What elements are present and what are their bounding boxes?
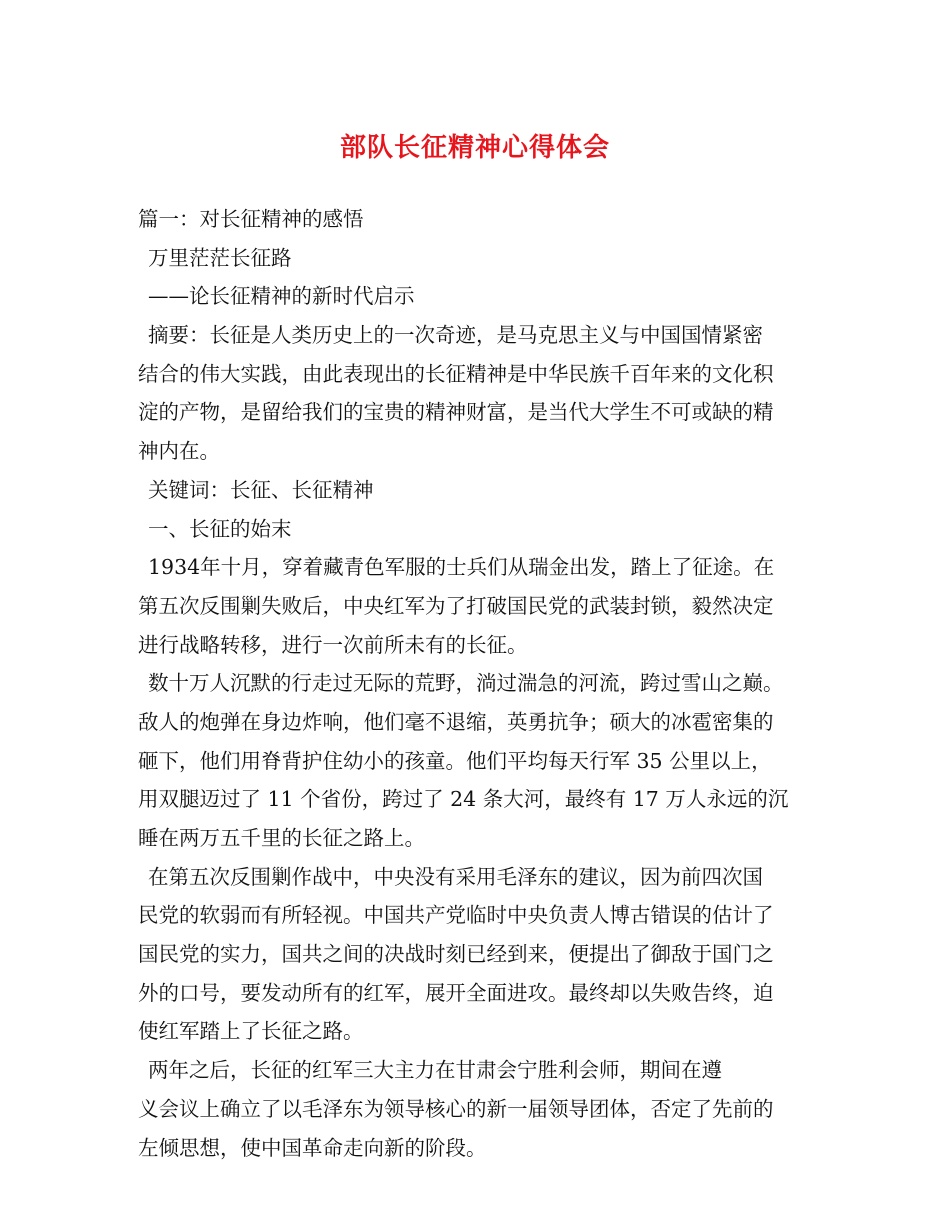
document-title: 部队长征精神心得体会 — [339, 133, 610, 163]
document-body — [138, 200, 818, 1167]
chapter-heading: 篇一：对长征精神的感悟 — [138, 207, 364, 231]
section-heading: 一、长征的始末 — [148, 516, 292, 541]
abstract-line: 结合的伟大实践，由此表现出的长征精神是中华民族千百年来的文化积 — [138, 361, 774, 386]
paragraph-line: 进行战略转移，进行一次前所未有的长征。 — [138, 632, 528, 657]
paragraph-line: 国民党的实力，国共之间的决战时刻已经到来，便提出了御敌于国门之 — [138, 942, 774, 967]
paragraph-line: 使红军踏上了长征之路。 — [138, 1019, 364, 1044]
paragraph-line: 义会议上确立了以毛泽东为领导核心的新一届领导团体，否定了先前的 — [138, 1096, 774, 1121]
paragraph-line: 砸下，他们用脊背护住幼小的孩童。他们平均每天行军 35 公里以上， — [138, 748, 772, 773]
paragraph-line: 两年之后，长征的红军三大主力在甘肃会宁胜利会师，期间在遵 — [148, 1058, 722, 1083]
paragraph-line: 数十万人沉默的行走过无际的荒野，淌过湍急的河流，跨过雪山之巅。 — [148, 671, 784, 696]
paragraph-line: 外的口号，要发动所有的红军，展开全面进攻。最终却以失败告终，迫 — [138, 980, 774, 1005]
paragraph-line: 左倾思想，使中国革命走向新的阶段。 — [138, 1135, 487, 1160]
paragraph-line: 1934年十月，穿着藏青色军服的士兵们从瑞金出发，踏上了征途。在 — [148, 555, 775, 580]
essay-title: 万里茫茫长征路 — [148, 245, 292, 270]
keywords-line: 关键词：长征、长征精神 — [148, 477, 374, 502]
abstract-line: 摘要：长征是人类历史上的一次奇迹，是马克思主义与中国国情紧密 — [148, 323, 763, 348]
essay-subtitle: ——论长征精神的新时代启示 — [148, 284, 415, 309]
paragraph-line: 第五次反围剿失败后，中央红军为了打破国民党的武装封锁，毅然决定 — [138, 593, 774, 618]
paragraph-line: 民党的软弱而有所轻视。中国共产党临时中央负责人博古错误的估计了 — [138, 903, 774, 928]
abstract-line: 神内在。 — [138, 439, 220, 464]
paragraph-line: 用双腿迈过了 11 个省份，跨过了 24 条大河，最终有 17 万人永远的沉 — [138, 787, 789, 812]
abstract-line: 淀的产物，是留给我们的宝贵的精神财富，是当代大学生不可或缺的精 — [138, 400, 774, 425]
paragraph-line: 睡在两万五千里的长征之路上。 — [138, 826, 425, 850]
paragraph-line: 在第五次反围剿作战中，中央没有采用毛泽东的建议，因为前四次国 — [148, 864, 763, 889]
paragraph-line: 敌人的炮弹在身边炸响，他们毫不退缩，英勇抗争；硕大的冰雹密集的 — [138, 709, 774, 734]
